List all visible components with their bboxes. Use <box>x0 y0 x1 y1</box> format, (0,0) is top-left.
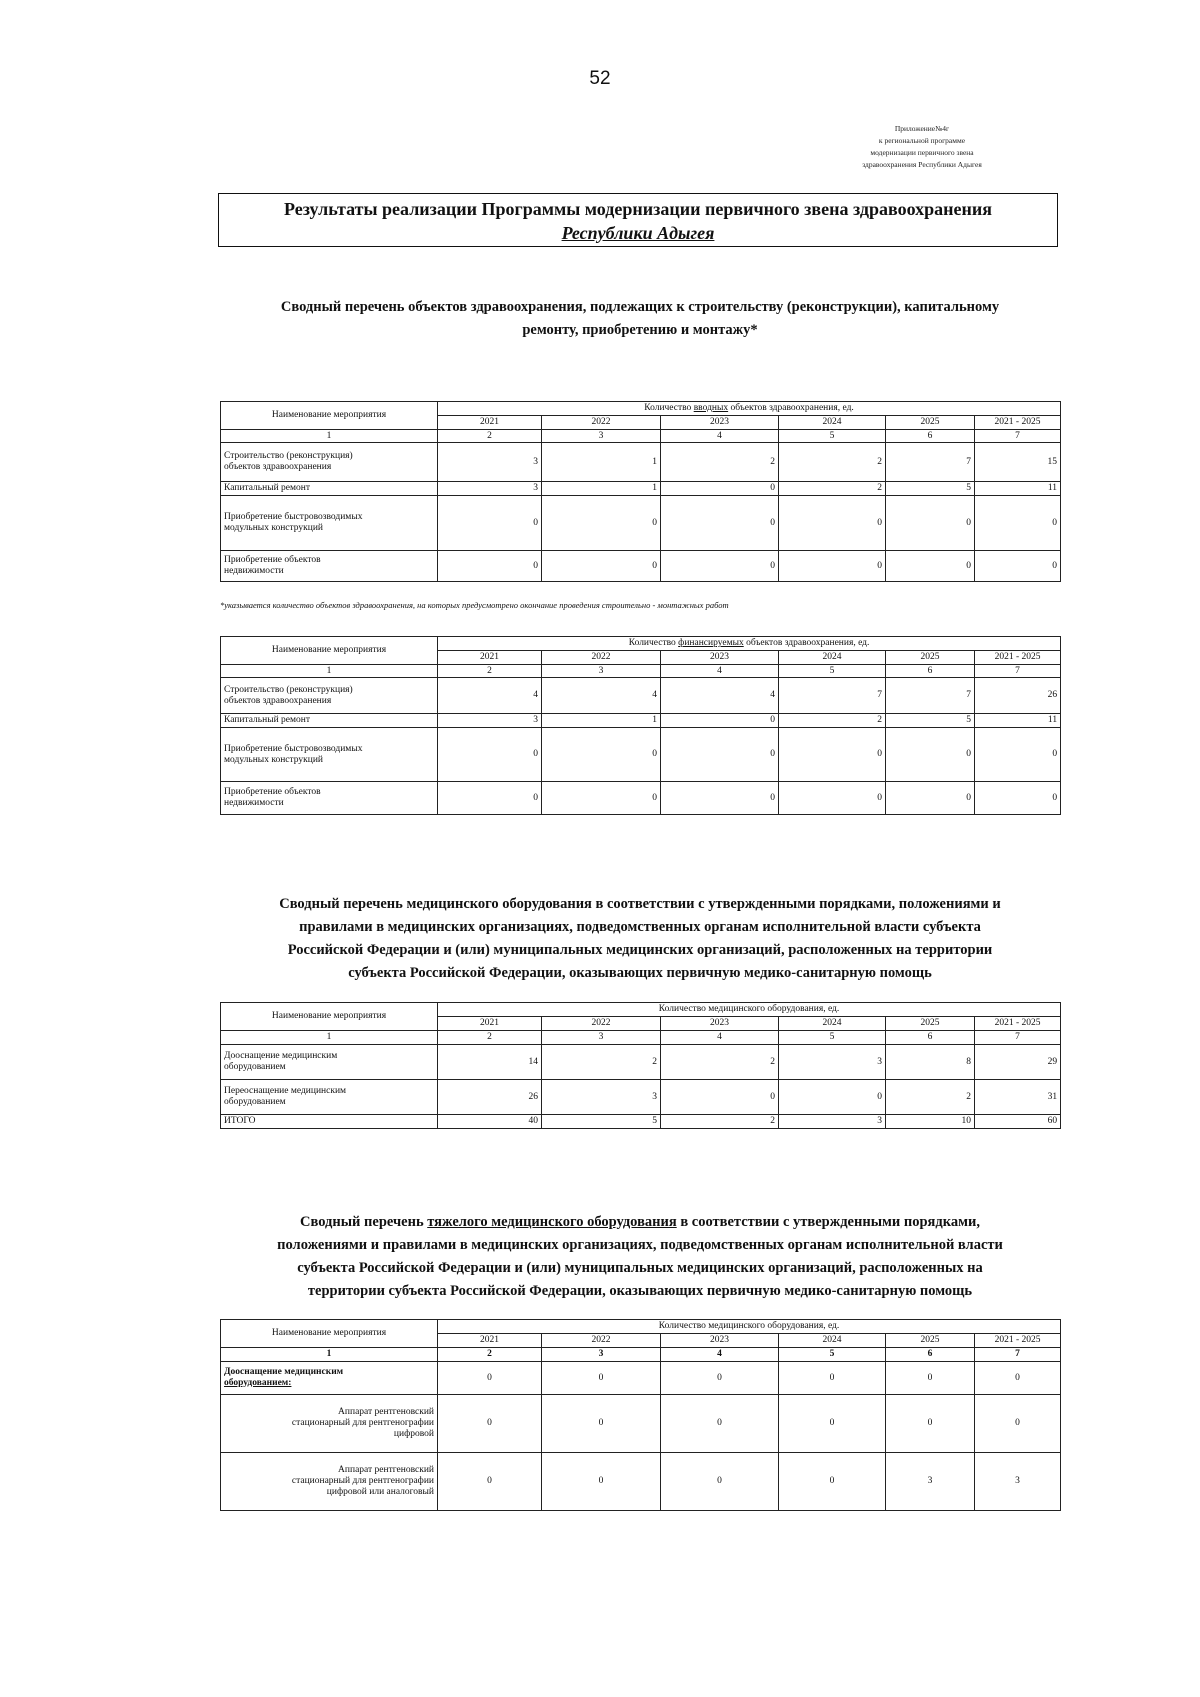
value-cell: 0 <box>542 551 661 582</box>
year-header: 2022 <box>542 416 661 430</box>
row-name <box>221 1080 438 1115</box>
table-heavy-equipment <box>220 1319 1061 1511</box>
footnote: *указывается количество объектов здравоохранения, на которых предусмотрено окончание проведения строительно - монтажных работ <box>220 600 729 610</box>
value-cell: 0 <box>661 1362 779 1395</box>
value-cell: 0 <box>975 1395 1061 1453</box>
name-column-header: Наименование мероприятия <box>221 1320 438 1348</box>
row-name-line: Приобретение быстровозводимых <box>224 512 363 522</box>
index-cell: 6 <box>886 665 975 678</box>
table-input-objects <box>220 401 1061 582</box>
year-header: 2025 <box>886 651 975 665</box>
total-cell: 3 <box>779 1115 886 1129</box>
value-cell: 0 <box>438 728 542 782</box>
year-header: 2023 <box>661 416 779 430</box>
value-cell: 0 <box>975 782 1061 815</box>
value-cell: 3 <box>438 714 542 728</box>
row-name <box>221 782 438 815</box>
value-cell: 0 <box>779 1080 886 1115</box>
row-name-line: Дооснащение медицинским <box>224 1051 338 1061</box>
row-name-line: Строительство (реконструкция) <box>224 451 353 461</box>
row-name: Капитальный ремонт <box>221 482 438 496</box>
value-cell: 2 <box>661 443 779 482</box>
index-cell: 3 <box>542 1348 661 1362</box>
row-name-line: Аппарат рентгеновский <box>338 1465 434 1475</box>
heading-underlined: тяжелого медицинского оборудования <box>427 1214 677 1230</box>
value-cell: 0 <box>438 551 542 582</box>
year-header: 2022 <box>542 651 661 665</box>
value-cell: 0 <box>886 728 975 782</box>
heading-text: в соответствии с утвержденными порядками, <box>676 1214 980 1230</box>
heading-line: правилами в медицинских организациях, подведомственных органам исполнительной власти субъекта <box>299 919 981 935</box>
value-cell: 0 <box>886 782 975 815</box>
row-name-line: оборудованием <box>224 1062 286 1072</box>
value-cell: 7 <box>886 443 975 482</box>
value-cell: 0 <box>779 728 886 782</box>
row-name <box>221 728 438 782</box>
index-cell: 6 <box>886 430 975 443</box>
heading-line: Сводный перечень объектов здравоохранения, подлежащих к строительству (реконструкции), капитальному <box>280 299 1000 315</box>
value-cell: 7 <box>779 678 886 714</box>
index-cell: 5 <box>779 430 886 443</box>
value-cell: 0 <box>661 714 779 728</box>
row-name-line: модульных конструкций <box>224 523 324 533</box>
value-cell: 0 <box>542 496 661 551</box>
value-cell: 0 <box>661 1395 779 1453</box>
year-header: 2025 <box>886 1017 975 1031</box>
value-cell: 0 <box>779 1362 886 1395</box>
index-cell: 3 <box>542 665 661 678</box>
value-cell: 3 <box>438 482 542 496</box>
year-header: 2021 <box>438 1334 542 1348</box>
value-cell: 26 <box>975 678 1061 714</box>
value-cell: 0 <box>542 1453 661 1511</box>
annex-note <box>812 123 1032 171</box>
value-cell: 0 <box>975 496 1061 551</box>
value-cell: 5 <box>886 714 975 728</box>
row-name-line: Аппарат рентгеновский <box>338 1407 434 1417</box>
value-cell: 0 <box>661 782 779 815</box>
section3-heading <box>150 1211 1130 1303</box>
table-row <box>221 1080 1061 1115</box>
group-header-pre: Количество <box>644 403 694 413</box>
index-cell: 2 <box>438 430 542 443</box>
name-column-header: Наименование мероприятия <box>221 402 438 430</box>
row-name-line: Приобретение быстровозводимых <box>224 743 363 754</box>
page-number: 52 <box>589 68 611 89</box>
value-cell: 0 <box>886 1362 975 1395</box>
row-name-line: Приобретение объектов <box>224 787 321 797</box>
row-name-line: цифровой или аналоговый <box>326 1487 434 1497</box>
section1-heading <box>160 296 1120 342</box>
value-cell: 15 <box>975 443 1061 482</box>
index-cell: 7 <box>975 665 1061 678</box>
value-cell: 0 <box>886 1395 975 1453</box>
name-column-header: Наименование мероприятия <box>221 637 438 665</box>
value-cell: 26 <box>438 1080 542 1115</box>
table-row <box>221 1395 1061 1453</box>
row-name-line: оборудованием: <box>224 1378 292 1388</box>
value-cell: 0 <box>542 728 661 782</box>
index-cell: 4 <box>661 1031 779 1045</box>
year-header: 2025 <box>886 416 975 430</box>
index-cell: 1 <box>221 1031 438 1045</box>
row-name-line: Строительство (реконструкция) <box>224 684 353 695</box>
value-cell: 1 <box>542 443 661 482</box>
year-header: 2024 <box>779 1334 886 1348</box>
table-row <box>221 1362 1061 1395</box>
heading-line: субъекта Российской Федерации, оказывающих первичную медико-санитарную помощь <box>348 965 932 981</box>
value-cell: 4 <box>438 678 542 714</box>
row-name: Капитальный ремонт <box>221 714 438 728</box>
table-row <box>221 551 1061 582</box>
index-cell: 7 <box>975 1031 1061 1045</box>
table-financed-objects <box>220 636 1061 815</box>
value-cell: 31 <box>975 1080 1061 1115</box>
annex-line: здравоохранения Республики Адыгея <box>862 160 982 169</box>
table-medical-equipment <box>220 1002 1061 1129</box>
value-cell: 3 <box>438 443 542 482</box>
annex-line: Приложение№4г <box>894 124 950 133</box>
index-cell: 2 <box>438 1348 542 1362</box>
index-cell: 4 <box>661 665 779 678</box>
group-header-post: объектов здравоохранения, ед. <box>728 403 854 413</box>
row-name-line: объектов здравоохранения <box>224 695 332 706</box>
value-cell: 11 <box>975 482 1061 496</box>
group-header: Количество медицинского оборудования, ед. <box>438 1003 1061 1017</box>
annex-line: модернизации первичного звена <box>870 148 974 157</box>
heading-line: ремонту, приобретению и монтажу* <box>522 322 758 338</box>
table-row <box>221 1453 1061 1511</box>
title-line-2: Республики Адыгея <box>561 223 715 243</box>
row-name <box>221 443 438 482</box>
heading-line: положениями и правилами в медицинских организациях, подведомственных органам исполнительной власти <box>277 1237 1003 1253</box>
row-name-line: Переоснащение медицинским <box>224 1086 347 1096</box>
value-cell: 0 <box>661 1453 779 1511</box>
value-cell: 0 <box>779 1395 886 1453</box>
value-cell: 0 <box>542 1362 661 1395</box>
value-cell: 2 <box>779 714 886 728</box>
table-row <box>221 714 1061 728</box>
row-name <box>221 1362 438 1395</box>
row-name-line: недвижимости <box>224 798 284 808</box>
table-row <box>221 482 1061 496</box>
value-cell: 2 <box>542 1045 661 1080</box>
value-cell: 0 <box>438 1362 542 1395</box>
index-cell: 7 <box>975 1348 1061 1362</box>
name-column-header: Наименование мероприятия <box>221 1003 438 1031</box>
value-cell: 3 <box>975 1453 1061 1511</box>
value-cell: 0 <box>779 496 886 551</box>
value-cell: 0 <box>661 551 779 582</box>
index-cell: 1 <box>221 430 438 443</box>
year-header: 2023 <box>661 651 779 665</box>
row-name-line: цифровой <box>393 1429 434 1439</box>
value-cell: 0 <box>779 551 886 582</box>
value-cell: 1 <box>542 714 661 728</box>
heading-text: Сводный перечень <box>300 1214 428 1230</box>
group-header: Количество медицинского оборудования, ед. <box>438 1320 1061 1334</box>
index-cell: 4 <box>661 1348 779 1362</box>
group-header-underlined: финансируемых <box>678 638 744 648</box>
value-cell: 0 <box>975 728 1061 782</box>
value-cell: 5 <box>886 482 975 496</box>
year-header: 2021 <box>438 651 542 665</box>
value-cell: 0 <box>438 496 542 551</box>
value-cell: 8 <box>886 1045 975 1080</box>
year-header: 2022 <box>542 1017 661 1031</box>
value-cell: 2 <box>779 443 886 482</box>
group-header <box>438 637 1061 651</box>
total-cell: 60 <box>975 1115 1061 1129</box>
document-title <box>218 193 1058 247</box>
value-cell: 0 <box>779 782 886 815</box>
index-cell: 2 <box>438 665 542 678</box>
row-name-line: Приобретение объектов <box>224 555 321 565</box>
year-header: 2021 - 2025 <box>975 416 1061 430</box>
index-cell: 7 <box>975 430 1061 443</box>
group-header-pre: Количество <box>628 638 679 648</box>
year-header: 2023 <box>661 1334 779 1348</box>
table-row <box>221 496 1061 551</box>
index-cell: 3 <box>542 1031 661 1045</box>
index-cell: 1 <box>221 1348 438 1362</box>
value-cell: 0 <box>779 1453 886 1511</box>
row-name <box>221 1045 438 1080</box>
index-cell: 1 <box>221 665 438 678</box>
table-row <box>221 782 1061 815</box>
row-name <box>221 1395 438 1453</box>
heading-line: Сводный перечень медицинского оборудования в соответствии с утвержденными порядками, положениями и <box>279 896 1001 912</box>
group-header <box>438 402 1061 416</box>
value-cell: 0 <box>975 551 1061 582</box>
row-name-line: оборудованием <box>224 1097 286 1107</box>
year-header: 2021 <box>438 416 542 430</box>
table-row <box>221 443 1061 482</box>
total-cell: 2 <box>661 1115 779 1129</box>
value-cell: 29 <box>975 1045 1061 1080</box>
value-cell: 11 <box>975 714 1061 728</box>
value-cell: 0 <box>542 1395 661 1453</box>
year-header: 2024 <box>779 416 886 430</box>
title-line-1: Результаты реализации Программы модернизации первичного звена здравоохранения <box>283 199 993 219</box>
heading-line <box>150 1211 1130 1234</box>
value-cell: 4 <box>542 678 661 714</box>
value-cell: 0 <box>661 496 779 551</box>
value-cell: 0 <box>438 782 542 815</box>
index-cell: 6 <box>886 1031 975 1045</box>
value-cell: 0 <box>886 496 975 551</box>
table-row <box>221 728 1061 782</box>
row-name-line: объектов здравоохранения <box>224 462 332 472</box>
row-name <box>221 551 438 582</box>
total-label: ИТОГО <box>221 1115 438 1129</box>
total-cell: 5 <box>542 1115 661 1129</box>
row-name-line: Дооснащение медицинским <box>224 1367 344 1377</box>
total-cell: 40 <box>438 1115 542 1129</box>
value-cell: 4 <box>661 678 779 714</box>
total-cell: 10 <box>886 1115 975 1129</box>
value-cell: 2 <box>886 1080 975 1115</box>
group-header-post: объектов здравоохранения, ед. <box>743 638 870 648</box>
value-cell: 0 <box>438 1453 542 1511</box>
value-cell: 2 <box>661 1045 779 1080</box>
row-name-line: модульных конструкций <box>224 754 324 765</box>
index-cell: 3 <box>542 430 661 443</box>
value-cell: 0 <box>661 482 779 496</box>
value-cell: 0 <box>975 1362 1061 1395</box>
index-cell: 6 <box>886 1348 975 1362</box>
value-cell: 1 <box>542 482 661 496</box>
index-cell: 5 <box>779 1348 886 1362</box>
value-cell: 0 <box>886 551 975 582</box>
value-cell: 7 <box>886 678 975 714</box>
heading-line: территории субъекта Российской Федерации, оказывающих первичную медико-санитарную помощь <box>307 1283 973 1299</box>
value-cell: 3 <box>542 1080 661 1115</box>
table-row-total <box>221 1115 1061 1129</box>
year-header: 2022 <box>542 1334 661 1348</box>
group-header-underlined: вводных <box>693 403 729 413</box>
index-cell: 5 <box>779 1031 886 1045</box>
year-header: 2021 - 2025 <box>975 651 1061 665</box>
year-header: 2021 - 2025 <box>975 1017 1061 1031</box>
row-name <box>221 1453 438 1511</box>
value-cell: 0 <box>438 1395 542 1453</box>
year-header: 2021 - 2025 <box>975 1334 1061 1348</box>
row-name-line: стационарный для рентгенографии <box>291 1476 434 1486</box>
section2-heading <box>150 893 1130 985</box>
index-cell: 4 <box>661 430 779 443</box>
row-name <box>221 496 438 551</box>
heading-line: субъекта Российской Федерации и (или) муниципальных медицинских организаций, расположенных на <box>297 1260 983 1276</box>
index-cell: 5 <box>779 665 886 678</box>
year-header: 2023 <box>661 1017 779 1031</box>
value-cell: 0 <box>661 728 779 782</box>
year-header: 2021 <box>438 1017 542 1031</box>
value-cell: 14 <box>438 1045 542 1080</box>
year-header: 2025 <box>886 1334 975 1348</box>
table-row <box>221 678 1061 714</box>
year-header: 2024 <box>779 651 886 665</box>
table-row <box>221 1045 1061 1080</box>
value-cell: 2 <box>779 482 886 496</box>
heading-line: Российской Федерации и (или) муниципальных медицинских организаций, расположенных на территории <box>287 942 993 958</box>
row-name-line: стационарный для рентгенографии <box>291 1418 434 1428</box>
row-name-line: недвижимости <box>224 566 284 576</box>
value-cell: 3 <box>779 1045 886 1080</box>
value-cell: 0 <box>542 782 661 815</box>
index-cell: 2 <box>438 1031 542 1045</box>
value-cell: 3 <box>886 1453 975 1511</box>
row-name <box>221 678 438 714</box>
value-cell: 0 <box>661 1080 779 1115</box>
annex-line: к региональной программе <box>878 136 966 145</box>
year-header: 2024 <box>779 1017 886 1031</box>
